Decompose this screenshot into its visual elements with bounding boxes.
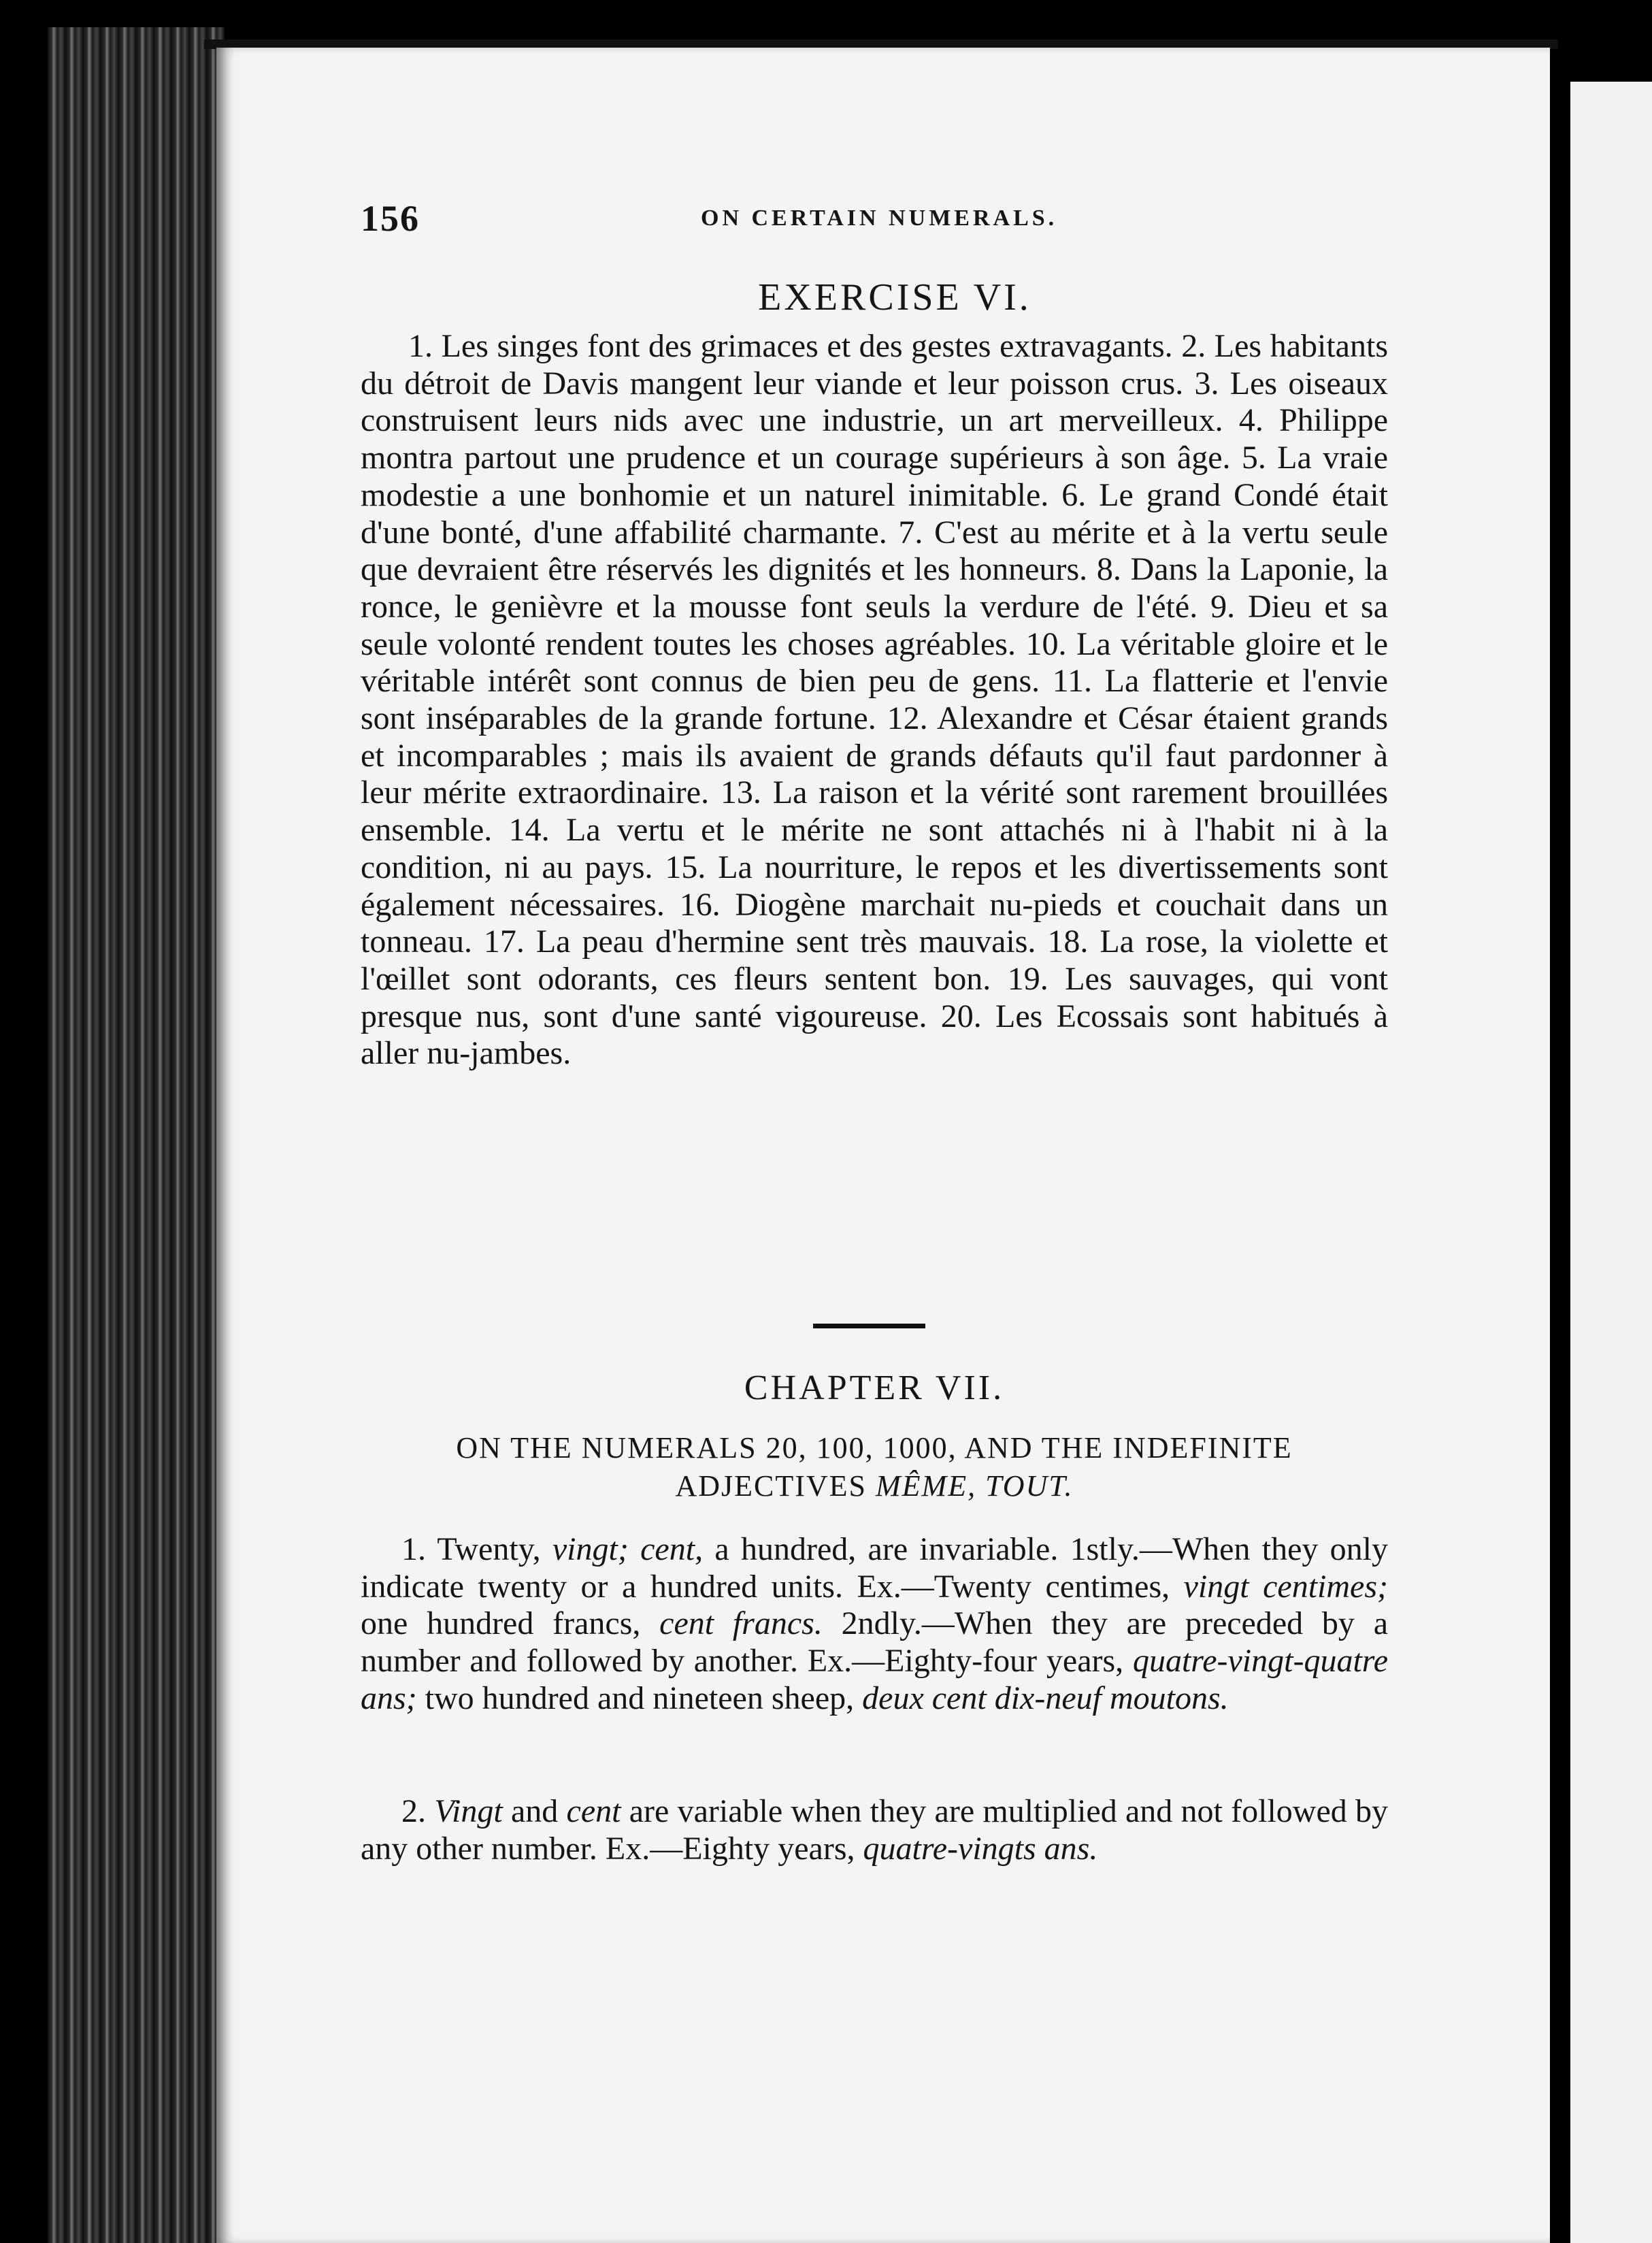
text-run: 2. [401, 1793, 435, 1829]
running-head [361, 197, 1388, 252]
italic-run: quatre-vingts ans. [863, 1830, 1098, 1867]
section-rule [813, 1324, 925, 1328]
chapter-paragraph-2 [361, 1793, 1388, 1867]
chapter-paragraph-1 [361, 1531, 1388, 1718]
italic-run: cent francs. [659, 1605, 823, 1642]
italic-run: quatre-vingt-quatre ans; [361, 1643, 1388, 1716]
scan-margin-left [0, 0, 48, 2243]
text-run: one hundred francs, [361, 1605, 660, 1642]
italic-run: Vingt [434, 1793, 503, 1829]
text-run: and [502, 1793, 567, 1829]
text-run: two hundred and nineteen sheep, [416, 1680, 863, 1716]
chapter-subtitle-plain: ON THE NUMERALS 20, 100, 1000, AND THE INDEFINITE ADJECTIVES [456, 1431, 1293, 1503]
text-run: 2ndly.—When they are preceded by a number and followed by another. Ex.—Eighty-four years, [361, 1605, 1388, 1680]
binding-gutter [1550, 82, 1570, 2243]
page-number: 156 [361, 198, 420, 239]
text-run: are variable when they are multiplied and not followed by any other number. Ex.—Eighty years, [361, 1793, 1389, 1867]
italic-run: vingt centimes; [1183, 1568, 1389, 1605]
chapter-title: CHAPTER VII. [744, 1369, 1005, 1407]
running-title: ON CERTAIN NUMERALS. [701, 206, 1058, 231]
facing-page-sliver [1570, 82, 1652, 2243]
text-run: a hundred, are invariable. 1stly.—When they only indicate twenty or a hundred units. Ex.—Twenty centimes, [361, 1531, 1389, 1605]
text-run: 1. Twenty, [401, 1531, 552, 1567]
chapter-subtitle-italic: MÊME, TOUT. [876, 1469, 1074, 1503]
exercise-title: EXERCISE VI. [758, 276, 1031, 318]
chapter-subtitle [361, 1429, 1388, 1505]
italic-run: deux cent dix-neuf moutons. [862, 1680, 1229, 1716]
italic-run: vingt; cent, [552, 1531, 704, 1567]
book-page-edges [48, 27, 225, 2243]
italic-run: cent [566, 1793, 621, 1829]
exercise-text: 1. Les singes font des grimaces et des gestes extravagants. 2. Les habitants du détroit de Davis mangent leur viande et leur poisson crus. 3. Les oiseaux construisent leurs nids avec une industrie, un art merveilleux. 4. Philippe montra partout une prudence et un courage supérieurs à son âge. 5. La vraie modestie a une bonhomie et un naturel inimitable. 6. Le grand Condé était d'une bonté, d'une affabilité charmante. 7. C'est au mérite et à la vertu seule que devraient être réservés les dignités et les honneurs. 8. Dans la Laponie, la ronce, le genièvre et la mousse font seuls la verdure de l'été. 9. Dieu et sa seule volonté rendent toutes les choses agréables. 10. La véritable gloire et le véritable intérêt sont connus de bien peu de gens. 11. La flatterie et l'envie sont inséparables de la grande fortune. 12. Alexandre et César étaient grands et incomparables ; mais ils avaient de grands défauts qu'il faut pardonner à leur mérite extraordinaire. 13. La raison et la vérité sont rarement brouillées ensemble. 14. La vertu et le mérite ne sont attachés ni à l'habit ni à la condition, ni au pays. 15. La nourriture, le repos et les divertissements sont également nécessaires. 16. Diogène marchait nu-pieds et couchait dans un tonneau. 17. La peau d'hermine sent très mauvais. 18. La rose, la violette et l'œillet sont odorants, ces fleurs sentent bon. 19. Les sauvages, qui vont presque nus, sont d'une santé vigoureuse. 20. Les Ecossais sont habitués à aller nu-jambes. [361, 328, 1388, 1072]
